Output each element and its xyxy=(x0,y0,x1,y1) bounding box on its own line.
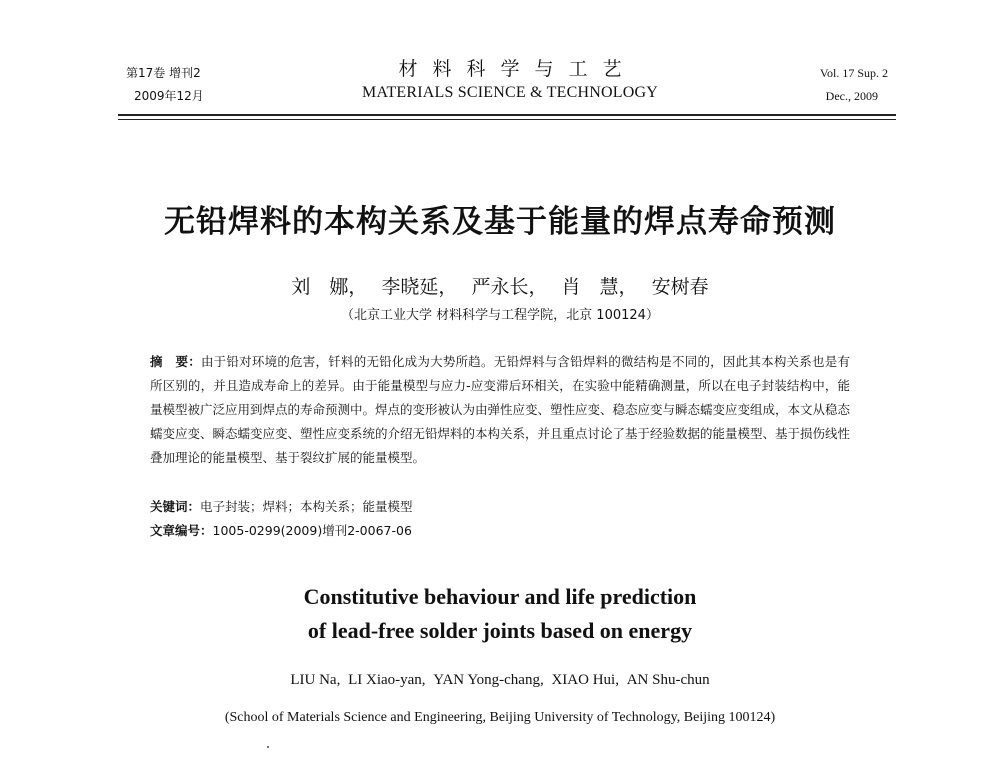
header-volume-info xyxy=(126,62,296,108)
author-cn: 刘 娜， xyxy=(291,276,368,298)
author-en: XIAO Hui, xyxy=(551,672,619,688)
author-list-en xyxy=(0,672,1000,689)
paper-title-cn: 无铅焊料的本构关系及基于能量的焊点寿命预测 xyxy=(164,204,836,240)
author-cn: 肖 慧， xyxy=(561,276,638,298)
keywords-line xyxy=(150,496,850,518)
article-number-line xyxy=(150,520,850,542)
author-cn: 李晓延， xyxy=(381,276,458,298)
volume-en: Vol. 17 Sup. 2 xyxy=(819,66,888,80)
author-cn: 安树春 xyxy=(651,276,709,298)
article-number-text: 1005-0299(2009)增刊2-0067-06 xyxy=(212,523,412,538)
author-en: AN Shu-chun xyxy=(626,672,710,688)
abstract-text: 由于铅对环境的危害，钎料的无铅化成为大势所趋。无铅焊料与含铅焊料的微结构是不同的，因此其本构关系也是有所区别的，并且造成寿命上的差异。由于能量模型与应力-应变滞后环相关，在实验中能精确测量，所以在电子封装结构中，能量模型被广泛应用到焊点的寿命预测中。焊点的变形被认为由弹性应变、塑性应变、稳态应变与瞬态蠕变应变组成，本文从稳态蠕变应变、瞬态蠕变应变、塑性应变系统的介绍无铅焊料的本构关系，并且重点讨论了基于经验数据的能量模型、基于损伤线性叠加理论的能量模型、基于裂纹扩展的能量模型。 xyxy=(150,354,851,465)
header-rule-thin xyxy=(118,119,896,120)
keywords-label: 关键词： xyxy=(150,499,201,514)
author-list-cn xyxy=(0,272,1000,299)
scan-speck xyxy=(267,746,269,748)
author-en: YAN Yong-chang, xyxy=(433,672,544,688)
date-cn: 2009年12月 xyxy=(134,89,204,103)
header-rule-thick xyxy=(118,114,896,116)
header-issue-info xyxy=(760,62,888,108)
affiliation-cn: （北京工业大学 材料科学与工程学院，北京 100124） xyxy=(341,308,659,323)
journal-masthead xyxy=(300,56,720,104)
date-en: Dec., 2009 xyxy=(825,89,878,103)
abstract-label: 摘 要： xyxy=(150,354,201,369)
author-cn: 严永长， xyxy=(471,276,548,298)
affiliation-en: (School of Materials Science and Engineering, Beijing University of Technology, Beijing 100124) xyxy=(224,710,776,725)
author-en: LI Xiao-yan, xyxy=(348,672,426,688)
journal-title-en: MATERIALS SCIENCE & TECHNOLOGY xyxy=(362,84,658,101)
journal-title-cn: 材料科学与工艺 xyxy=(398,58,637,80)
author-en: LIU Na, xyxy=(290,672,341,688)
keywords-text: 电子封装；焊料；本构关系；能量模型 xyxy=(200,499,413,514)
abstract-cn xyxy=(150,350,850,470)
paper-title-en-line2: of lead-free solder joints based on energy xyxy=(307,618,693,643)
paper-title-en xyxy=(0,580,1000,648)
paper-title-en-line1: Constitutive behaviour and life prediction xyxy=(303,584,697,609)
article-number-label: 文章编号： xyxy=(150,523,213,538)
volume-cn: 第17卷 增刊2 xyxy=(126,66,201,80)
